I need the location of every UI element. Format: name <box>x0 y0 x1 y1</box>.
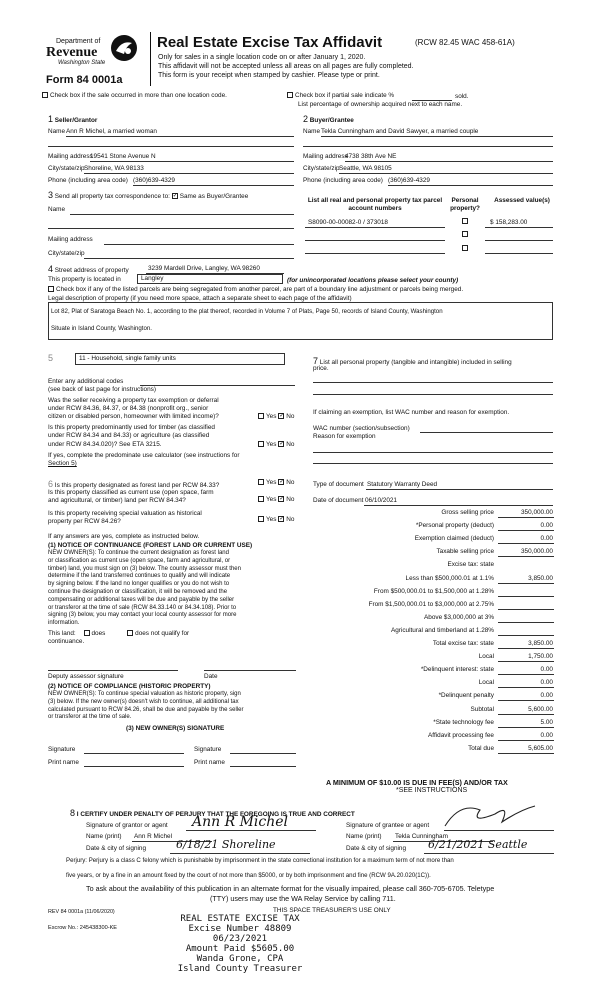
grantee-sig-label: Signature of grantee or agent <box>346 822 430 829</box>
s3-mail-label: Mailing address <box>48 236 93 243</box>
seller-mail-label: Mailing address <box>48 153 93 160</box>
currentuse-no-checkbox[interactable] <box>278 496 284 502</box>
does-qualify-checkbox[interactable] <box>84 630 90 636</box>
q-timber-3: under RCW 84.34.020)? See ETA 3215. <box>48 441 162 448</box>
street-label: 4 Street address of property <box>48 264 129 274</box>
notice-continuance-line: determine if the land transferred continues to qualify and will indicate <box>48 573 231 580</box>
seller-city-field[interactable]: Shoreline, WA 98133 <box>84 165 144 172</box>
notice-compliance-line: calculated pursuant to RCW 84.26, shall be due and payable by the seller <box>48 706 244 713</box>
form-sub3: This form is your receipt when stamped by cashier. Please type or print. <box>158 72 380 79</box>
legal-line-1: Lot 82, Plat of Saratoga Beach No. 1, according to the plat thereof, recorded in Volume 7 of Plats, Page 50, records of Island County, Washington <box>51 308 443 315</box>
notice-continuance-line: or transferor at the time of sale (RCW 84.33.140 or 84.34.108). Prior to <box>48 604 237 611</box>
dor-logo <box>46 38 146 72</box>
buyer-mail-field[interactable]: 4738 38th Ave NE <box>345 153 397 160</box>
owner-print-label-1: Print name <box>48 759 79 766</box>
seller-name-label: Name <box>48 128 66 135</box>
tax-row-value[interactable]: 0.00 <box>540 679 553 687</box>
accessibility-line-1: To ask about the availability of this publication in an alternate format for the visually impaired, please call 360-705-6705. Teletype <box>86 884 495 893</box>
buyer-name-field[interactable]: Tekla Cunningham and David Sawyer, a married couple <box>321 128 479 135</box>
tax-row-value[interactable]: 0.00 <box>540 535 553 543</box>
q-calc-1: If yes, complete the predominate use calculator (see instructions for <box>48 452 240 459</box>
seller-phone-label: Phone (including area code) <box>48 177 128 184</box>
rev-number: REV 84 0001a (11/06/2020) <box>48 909 115 915</box>
q-timber-1: Is this property predominantly used for timber (as classified <box>48 424 215 431</box>
forest-no-checkbox[interactable] <box>278 479 284 485</box>
q-exemption-yesno[interactable]: Yes ✓ No <box>258 413 294 420</box>
section7-text2: price. <box>313 365 329 372</box>
grantor-sig-label: Signature of grantor or agent <box>86 822 168 829</box>
notice-continuance-line: signing (3) below, you may contact your local county assessor for more <box>48 612 237 619</box>
tax-row-label: Local <box>478 679 494 687</box>
legal-line-2: Situate in Island County, Washington. <box>51 325 152 332</box>
dept-name: Revenue <box>46 45 98 60</box>
tax-row-value[interactable]: 0.00 <box>540 666 553 674</box>
tax-row-label: Excise tax: state <box>447 561 494 569</box>
grantor-signature[interactable]: Ann R Michel <box>192 814 289 830</box>
parcel-col-header: List all real and personal property tax parcel account numbers <box>307 197 443 212</box>
assessed-value[interactable]: $ 158,283.00 <box>490 219 528 226</box>
same-as-buyer-checkbox[interactable] <box>172 193 178 199</box>
stamp-line: 06/23/2021 <box>212 934 268 944</box>
stamp-line: Excise Number 48809 <box>188 924 292 934</box>
see-instructions: *SEE INSTRUCTIONS <box>396 787 468 794</box>
section7-text: 7 List all personal property (tangible and intangible) included in selling <box>313 356 512 366</box>
buyer-city-field[interactable]: Seattle, WA 98105 <box>339 165 392 172</box>
notice-compliance-line: (3) below. If the new owner(s) doesn't wish to continue, all additional tax <box>48 698 239 705</box>
notice-continuance-heading: (1) NOTICE OF CONTINUANCE (FOREST LAND OR CURRENT USE) <box>48 542 253 549</box>
buyer-phone-field[interactable]: (360)639-4329 <box>388 177 430 184</box>
grantee-date-label: Date & city of signing <box>346 845 407 852</box>
assessed-col-header: Assessed value(s) <box>494 197 550 204</box>
tax-row-value[interactable]: 0.00 <box>540 731 553 739</box>
tax-row-label: Local <box>478 653 494 661</box>
seller-name-field[interactable]: Ann R Michel, a married woman <box>66 128 157 135</box>
tax-row-value[interactable]: 1,750.00 <box>528 653 553 661</box>
forest-yes-checkbox[interactable] <box>258 479 264 485</box>
escrow-number: Escrow No.: 245438300-KE <box>48 925 118 931</box>
additional-codes-note: (see back of last page for instructions) <box>48 386 156 393</box>
grantor-name[interactable]: Ann R Michel <box>134 833 173 840</box>
wac-label: WAC number (section/subsection) <box>313 425 410 432</box>
continuance-word: continuance. <box>48 638 85 645</box>
legal-label: Legal description of property (if you need more space, attach a separate sheet to each page of the affidavit) <box>48 295 352 302</box>
treasurer-stamp <box>165 914 315 974</box>
currentuse-q1: Is this property classified as current use (open space, farm <box>48 489 214 496</box>
notice-continuance-line: continue the designation or classification, it will be removed and the <box>48 588 228 595</box>
timber-no-checkbox[interactable] <box>278 441 284 447</box>
if-any-yes: If any answers are yes, complete as instructed below. <box>48 533 200 540</box>
exemption-yes-checkbox[interactable] <box>258 413 264 419</box>
q-exemption-3: citizen or disabled person, homeowner with limited income)? <box>48 413 219 420</box>
stamp-line: Island County Treasurer <box>177 964 303 974</box>
historic-q1: Is this property receiving special valuation as historical <box>48 510 202 517</box>
notice-continuance-line: NEW OWNER(S): To continue the current designation as forest land <box>48 550 229 556</box>
tax-row-value[interactable]: 5.00 <box>540 718 553 726</box>
tax-row-value[interactable]: 5,605.00 <box>528 744 553 752</box>
currentuse-yesno[interactable]: Yes ✓ No <box>258 496 294 503</box>
exemption-instruction: If claiming an exemption, list WAC number and reason for exemption. <box>313 409 510 416</box>
new-owner-signature-heading: (3) NEW OWNER(S) SIGNATURE <box>126 725 225 732</box>
additional-codes-label: Enter any additional codes <box>48 378 124 385</box>
notice-compliance-line: NEW OWNER(S): To continue special valuation as historic property, sign <box>48 691 241 697</box>
tax-row-label: Taxable selling price <box>436 548 494 556</box>
form-number: Form 84 0001a <box>46 74 123 86</box>
notice-compliance-body <box>48 691 243 722</box>
deputy-date-label: Date <box>204 673 218 680</box>
tax-row-label: Affidavit processing fee <box>428 731 494 739</box>
certify-statement: 8 I CERTIFY UNDER PENALTY OF PERJURY THAT THE FOREGOING IS TRUE AND CORRECT <box>70 808 355 818</box>
parcel-number[interactable]: S8090-00-00082-0 / 373018 <box>308 219 388 226</box>
notice-continuance-line: information. <box>48 620 80 627</box>
partial-sale-check[interactable] <box>287 92 394 99</box>
tax-row-value[interactable]: 350,000.00 <box>521 509 553 516</box>
q-exemption-2: under RCW 84.36, 84.37, or 84.38 (nonprofit org., senior <box>48 405 209 412</box>
tax-row-label: Agricultural and timberland at 1.28% <box>390 626 494 634</box>
located-label: This property is located in <box>48 276 121 283</box>
located-select[interactable]: Langley <box>137 274 283 284</box>
deputy-signature-label: Deputy assessor signature <box>48 673 124 680</box>
boundary-checkbox[interactable] <box>48 286 54 292</box>
personal-property-checkbox-3[interactable] <box>462 245 468 251</box>
treasurer-use-label: THIS SPACE TREASURER'S USE ONLY <box>273 907 391 914</box>
personal-property-checkbox-1[interactable] <box>462 218 468 224</box>
tax-row-value[interactable]: 350,000.00 <box>521 548 553 556</box>
tax-row-value[interactable]: 3,850.00 <box>528 574 553 582</box>
legal-description-box[interactable] <box>48 302 553 340</box>
perjury-line-2: five years, or by a fine in an amount fixed by the court of not more than $5000, or by both imprisonment and fine (RCW 9A.20.020(1C)). <box>66 872 431 879</box>
notice-continuance-line: or classification as current use (open space, farm and agricultural, or <box>48 557 231 564</box>
partial-sale-checkbox[interactable] <box>287 92 293 98</box>
notice-continuance-body <box>48 550 241 628</box>
tax-row-label: Above $3,000,000 at 3% <box>424 613 494 621</box>
timber-yes-checkbox[interactable] <box>258 441 264 447</box>
doc-type-field[interactable]: Statutory Warranty Deed <box>367 481 438 488</box>
section5-num: 5 <box>48 353 54 363</box>
forest-q: 6 Is this property designated as forest land per RCW 84.33? <box>48 479 220 489</box>
tax-row-label: *Delinquent interest: state <box>420 666 494 674</box>
currentuse-q2: and agricultural, or timber) land per RCW 84.34? <box>48 497 186 504</box>
tax-row-value[interactable]: 0.00 <box>540 522 553 530</box>
s3-city-label: City/state/zip <box>48 250 85 257</box>
multi-location-checkbox[interactable] <box>42 92 48 98</box>
tax-row-label: Less than $500,000.01 at 1.1% <box>405 574 494 582</box>
historic-no-checkbox[interactable] <box>278 516 284 522</box>
buyer-mail-label: Mailing address <box>303 153 348 160</box>
grantee-name[interactable]: Tekla Cunningham <box>395 833 448 840</box>
grantor-name-label: Name (print) <box>86 833 122 840</box>
buyer-name-label: Name <box>303 128 321 135</box>
tax-row-label: Gross selling price <box>441 509 494 516</box>
street-field[interactable]: 3239 Mardell Drive, Langley, WA 98260 <box>148 265 260 272</box>
reason-label: Reason for exemption <box>313 433 376 440</box>
seller-city-label: City/state/zip <box>48 165 85 172</box>
partial-sale-note: List percentage of ownership acquired next to each name. <box>298 101 463 108</box>
form-sub2: This affidavit will not be accepted unless all areas on all pages are fully completed. <box>158 63 414 70</box>
buyer-phone-label: Phone (including area code) <box>303 177 383 184</box>
stamp-line: REAL ESTATE EXCISE TAX <box>180 914 300 924</box>
wa-logo-icon <box>110 34 138 62</box>
grantee-name-label: Name (print) <box>346 833 382 840</box>
q-calc-2: Section 5) <box>48 460 77 467</box>
personal-property-checkbox-2[interactable] <box>462 231 468 237</box>
currentuse-yes-checkbox[interactable] <box>258 496 264 502</box>
notice-compliance-heading: (2) NOTICE OF COMPLIANCE (HISTORIC PROPERTY) <box>48 683 211 690</box>
stamp-line: Amount Paid $5605.00 <box>185 944 295 954</box>
this-land-row: This land: does does not qualify for <box>48 630 190 637</box>
tax-row-value[interactable]: 0.00 <box>540 692 553 700</box>
owner-print-label-2: Print name <box>194 759 225 766</box>
tax-row-label: Exemption claimed (deduct) <box>414 535 494 543</box>
historic-yes-checkbox[interactable] <box>258 516 264 522</box>
tax-row-label: *Delinquent penalty <box>438 692 494 700</box>
grantor-date-label: Date & city of signing <box>86 845 147 852</box>
perjury-line-1: Perjury: Perjury is a class C felony which is punishable by imprisonment in the state correctional institution for a maximum term of not more than <box>66 857 454 864</box>
form-citation: (RCW 82.45 WAC 458-61A) <box>415 38 515 47</box>
doc-date-field[interactable]: 06/10/2021 <box>365 497 397 504</box>
owner-signature-label-1: Signature <box>48 746 76 753</box>
tax-row-value[interactable]: 5,600.00 <box>528 705 553 713</box>
tax-row-value[interactable]: 3,850.00 <box>528 640 553 647</box>
seller-heading: 1 Seller/Grantor <box>48 114 98 124</box>
tax-row-label: Subtotal <box>470 705 494 713</box>
boundary-check[interactable]: Check box if any of the listed parcels are being segregated from another parcel, are part of a boundary line adjustment or parcels being merged. <box>48 286 463 293</box>
tax-row-label: *Personal property (deduct) <box>415 522 494 530</box>
notice-continuance-line: compensating or additional taxes will be due and payable by the seller <box>48 596 235 603</box>
multi-location-check[interactable] <box>42 92 227 99</box>
dept-state: Washington State <box>58 60 106 66</box>
notice-compliance-line: or transferor at the time of sale. <box>48 714 132 721</box>
grantee-date-city[interactable]: 6/21/2021 Seattle <box>428 838 528 851</box>
tax-row-label: Total excise tax: state <box>432 640 494 647</box>
tax-row-label: *State technology fee <box>433 718 494 726</box>
stamp-line: Wanda Grone, CPA <box>196 954 284 964</box>
tax-row-label: Total due <box>468 744 494 752</box>
accessibility-line-2: (TTY) users may use the WA Relay Service by calling 711. <box>210 894 396 903</box>
s3-name-label: Name <box>48 206 66 213</box>
multi-location-label: Check box if the sale occurred in more than one location code. <box>50 92 227 99</box>
tax-row-label: From $1,500,000.01 to $3,000,000 at 2.75% <box>368 600 494 608</box>
tax-row-label: From $500,000.01 to $1,500,000 at 1.28% <box>373 587 494 595</box>
q-exemption-1: Was the seller receiving a property tax exemption or deferral <box>48 397 219 404</box>
forest-yesno[interactable]: Yes ✓ No <box>258 479 294 486</box>
section3-heading: 3 Send all property tax correspondence to: ✓ Same as Buyer/Grantee <box>48 190 248 200</box>
personal-col-header: Personal property? <box>450 197 480 212</box>
notice-continuance-line: by signing below. If the land no longer qualifies or you do not wish to <box>48 581 230 588</box>
form-title: Real Estate Excise Tax Affidavit <box>157 34 383 51</box>
seller-mail-field[interactable]: 19541 Stone Avenue N <box>90 153 156 160</box>
grantor-date-city[interactable]: 6/18/21 Shoreline <box>176 838 276 851</box>
minimum-fee-notice: A MINIMUM OF $10.00 IS DUE IN FEE(S) AND/OR TAX <box>326 778 508 787</box>
historic-q2: property per RCW 84.26? <box>48 518 121 525</box>
grantee-signature-mark <box>440 800 540 832</box>
located-note: (for unincorporated locations please select your county) <box>287 277 459 284</box>
buyer-city-label: City/state/zip <box>303 165 340 172</box>
buyer-heading: 2 Buyer/Grantee <box>303 114 354 124</box>
use-code-select[interactable]: 11 - Household, single family units <box>75 353 285 365</box>
owner-signature-label-2: Signature <box>194 746 222 753</box>
exemption-no-checkbox[interactable] <box>278 413 284 419</box>
doc-date-label: Date of document <box>313 497 364 504</box>
notice-continuance-line: timber) land, you must sign on (3) below. The county assessor must then <box>48 565 241 572</box>
partial-sale-sold: sold. <box>455 93 469 100</box>
doc-type-label: Type of document <box>313 481 364 488</box>
form-sub1: Only for sales in a single location code on or after January 1, 2020. <box>158 54 366 61</box>
historic-yesno[interactable]: Yes ✓ No <box>258 516 294 523</box>
seller-phone-field[interactable]: (360)639-4329 <box>133 177 175 184</box>
partial-sale-label: Check box if partial sale indicate % <box>295 92 395 99</box>
q-timber-yesno[interactable]: Yes ✓ No <box>258 441 294 448</box>
q-timber-2: under RCW 84.34 and 84.33) or agriculture (as classified <box>48 432 210 439</box>
dept-line1: Department of <box>56 38 101 45</box>
does-not-qualify-checkbox[interactable] <box>127 630 133 636</box>
